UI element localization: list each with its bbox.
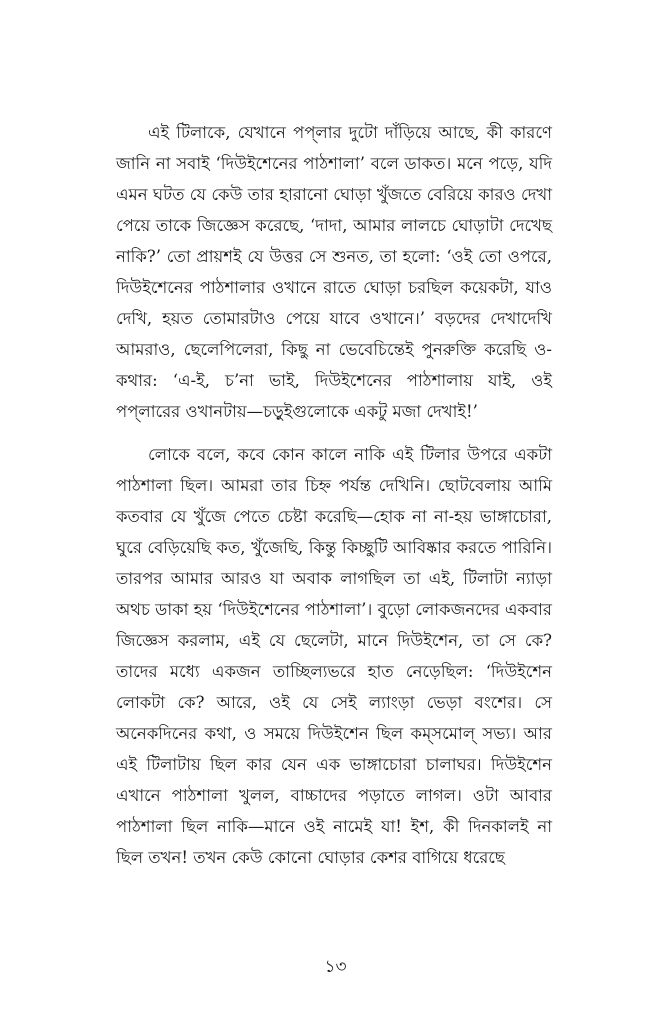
paragraph-2: লোকে বলে, কবে কোন কালে নাকি এই টিলার উপরে একটা পাঠশালা ছিল। আমরা তার চিহ্ন পর্যন্ত দেখিনি। ছোটবেলায় আমি কতবার যে খুঁজে পেতে চেষ্টা করেছি—হোক না না-হয় ভাঙ্গাচোরা, ঘুরে বেড়িয়েছি কত, খুঁজেছি, কিন্তু কিচ্ছুটি আবিষ্কার করতে পারিনি। তারপর আমার আরও যা অবাক লাগছিল তা এই, টিলাটা ন্যাড়া অথচ ডাকা হয় ‘দিউইশেনের পাঠশালা’। বুড়ো লোকজনদের একবার জিজ্ঞেস করলাম, এই যে ছেলেটা, মানে দিউইশেন, তা সে কে? তাদের মধ্যে একজন তাচ্ছিল্যভরে হাত নেড়েছিল: ‘দিউইশেন লোকটা কে? আরে, ওই যে সেই ল্যাংড়া ভেড়া বংশের। সে অনেকদিনের কথা, ও সময়ে দিউইশেন ছিল কম্‌সমোল্‌ সভ্য। আর এই টিলাটায় ছিল কার যেন এক ভাঙ্গাচোরা চালাঘর। দিউইশেন এখানে পাঠশালা খুলল, বাচ্চাদের পড়াতে লাগল। ওটা আবার পাঠশালা ছিল নাকি—মানে ওই নামেই যা! ইশ, কী দিনকালই না ছিল তখন! তখন কেউ কোনো ঘোড়ার কেশর বাগিয়ে ধরেছে xyxy=(116,445,552,867)
page-number: ১৩ xyxy=(324,957,347,977)
paragraph-1: এই টিলাকে, যেখানে পপ্‌লার দুটো দাঁড়িয়ে আছে, কী কারণে জানি না সবাই ‘দিউইশেনের পাঠশালা’ বলে ডাকত। মনে পড়ে, যদি এমন ঘটত যে কেউ তার হারানো ঘোড়া খুঁজতে বেরিয়ে কারও দেখা পেয়ে তাকে জিজ্ঞেস করেছে, ‘দাদা, আমার লালচে ঘোড়াটা দেখেছ নাকি?’ তো প্রায়শই যে উত্তর সে শুনত, তা হলো: ‘ওই তো ওপরে, দিউইশেনের পাঠশালার ওখানে রাতে ঘোড়া চরছিল কয়েকটা, যাও দেখি, হয়ত তোমারটাও পেয়ে যাবে ওখানে।’ বড়দের দেখাদেখি আমরাও, ছেলেপিলেরা, কিছু না ভেবেচিন্তেই পুনরুক্তি করেছি ও-কথার: ‘এ-ই, চ’না ভাই, দিউইশেনের পাঠশালায় যাই, ওই পপ্‌লারের ওখানটায়—চড়ুইগুলোকে একটু মজা দেখাই!’ xyxy=(116,123,552,421)
body-text xyxy=(116,117,552,873)
